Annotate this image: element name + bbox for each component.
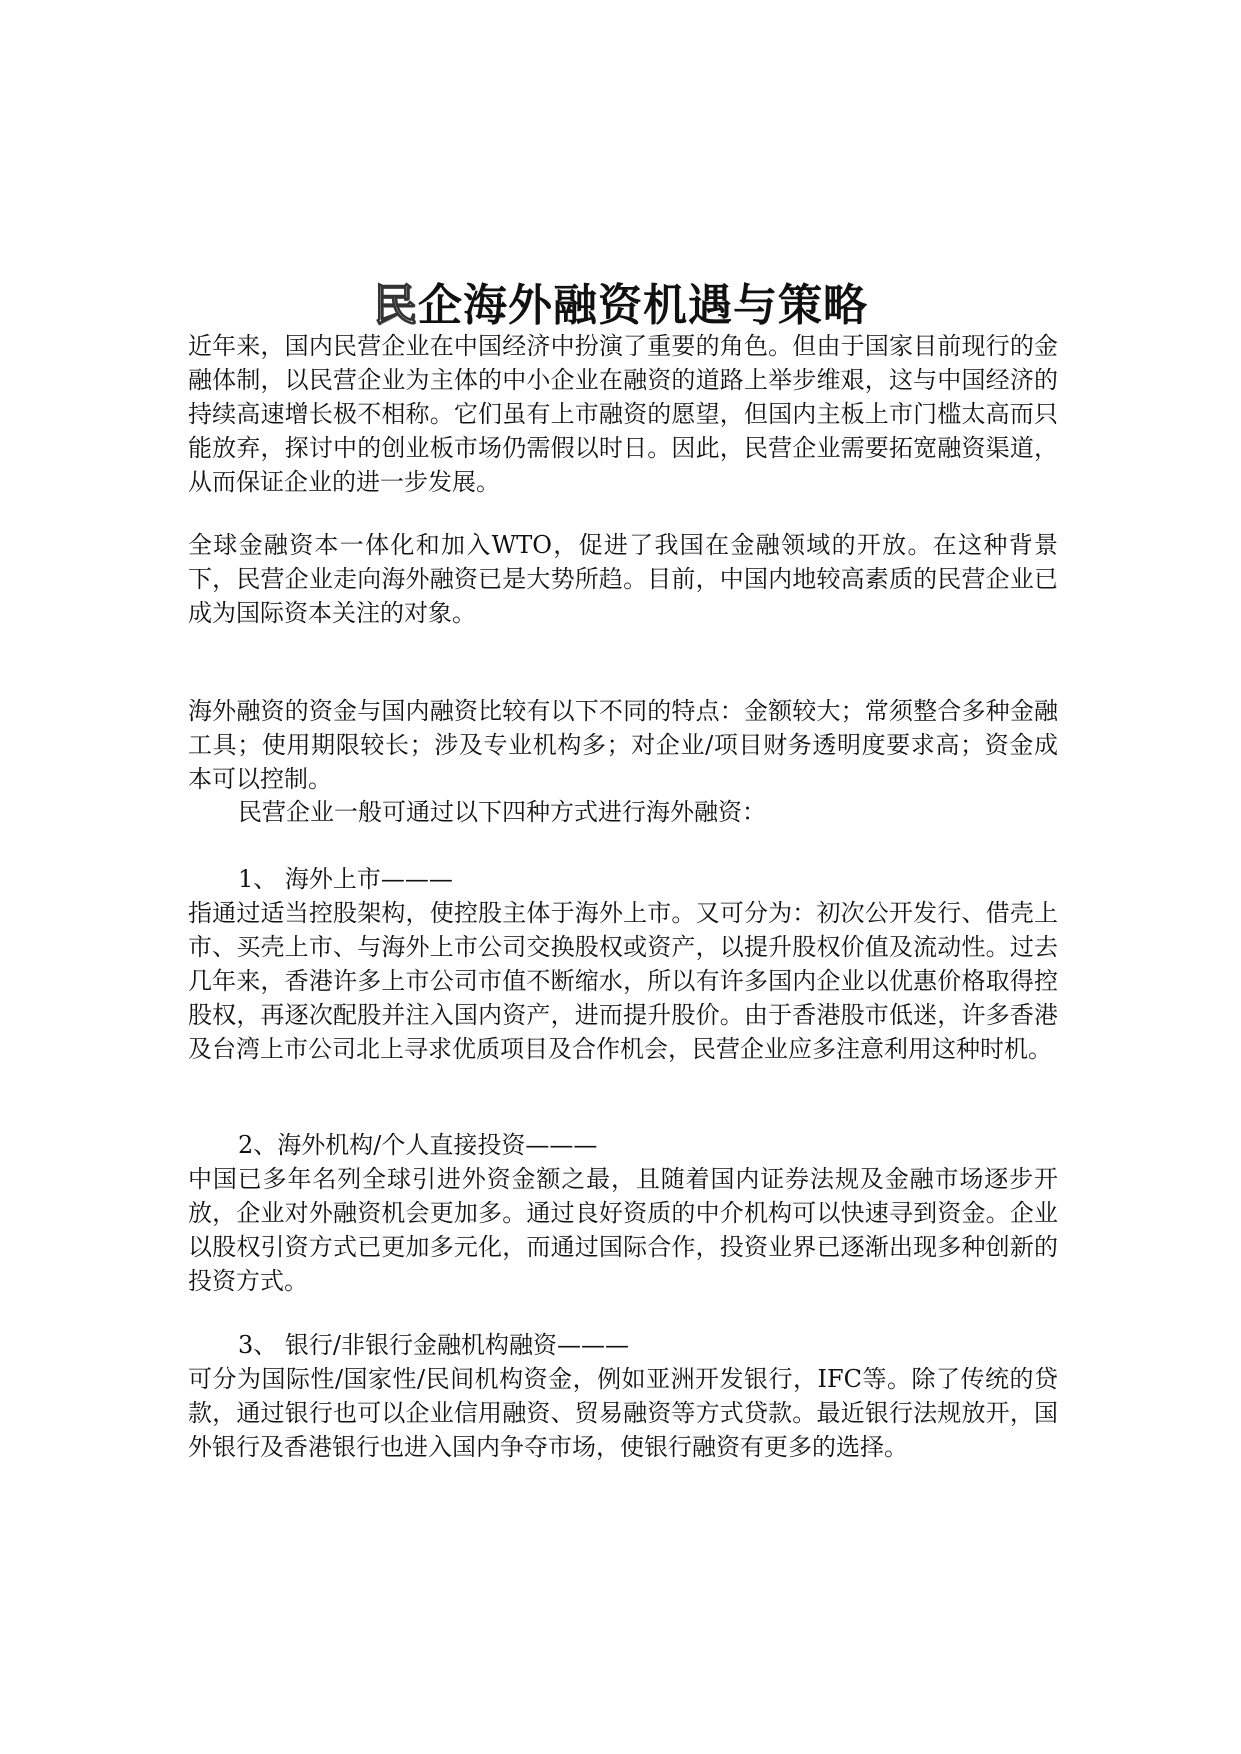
intro-four-methods: 民营企业一般可通过以下四种方式进行海外融资：	[238, 798, 766, 826]
title-first-char: 民	[373, 280, 418, 331]
section-2-text: 中国已多年名列全球引进外资金额之最，且随着国内证券法规及金融市场逐步开放，企业对外融资机会更加多。通过良好资质的中介机构可以快速寻到资金。企业以股权引资方式已更加多元化，而通过国际合作，投资业界已逐渐出现多种创新的投资方式。	[188, 1165, 1058, 1295]
paragraph-characteristics: 海外融资的资金与国内融资比较有以下不同的特点：金额较大；常须整合多种金融工具；使用期限较长；涉及专业机构多；对企业/项目财务透明度要求高；资金成本可以控制。	[188, 697, 1058, 793]
title-rest: 企海外融资机遇与策略	[418, 280, 868, 331]
section-1-text: 指通过适当控股架构，使控股主体于海外上市。又可分为：初次公开发行、借壳上市、买壳上市、与海外上市公司交换股权或资产，以提升股权价值及流动性。过去几年来，香港许多上市公司市值不断缩水，所以有许多国内企业以优惠价格取得控股权，再逐次配股并注入国内资产，进而提升股价。由于香港股市低迷，许多香港及台湾上市公司北上寻求优质项目及合作机会，民营企业应多注意利用这种时机。	[188, 899, 1058, 1063]
section-2-heading: 2、海外机构/个人直接投资———	[238, 1131, 598, 1159]
paragraph-intro: 近年来，国内民营企业在中国经济中扮演了重要的角色。但由于国家目前现行的金融体制，以民营企业为主体的中小企业在融资的道路上举步维艰，这与中国经济的持续高速增长极不相称。它们虽有上市融资的愿望，但国内主板上市门槛太高而只能放弃，探讨中的创业板市场仍需假以时日。因此，民营企业需要拓宽融资渠道，从而保证企业的进一步发展。	[188, 332, 1058, 496]
paragraph-globalization: 全球金融资本一体化和加入WTO，促进了我国在金融领域的开放。在这种背景下，民营企业走向海外融资已是大势所趋。目前，中国内地较高素质的民营企业已成为国际资本关注的对象。	[188, 531, 1058, 627]
section-1-heading: 1、 海外上市———	[238, 865, 453, 893]
section-3-heading: 3、 银行/非银行金融机构融资———	[238, 1331, 629, 1359]
document-title	[0, 278, 1241, 334]
section-3-text: 可分为国际性/国家性/民间机构资金，例如亚洲开发银行，IFC等。除了传统的贷款，通过银行也可以企业信用融资、贸易融资等方式贷款。最近银行法规放开，国外银行及香港银行也进入国内争夺市场，使银行融资有更多的选择。	[188, 1365, 1058, 1461]
